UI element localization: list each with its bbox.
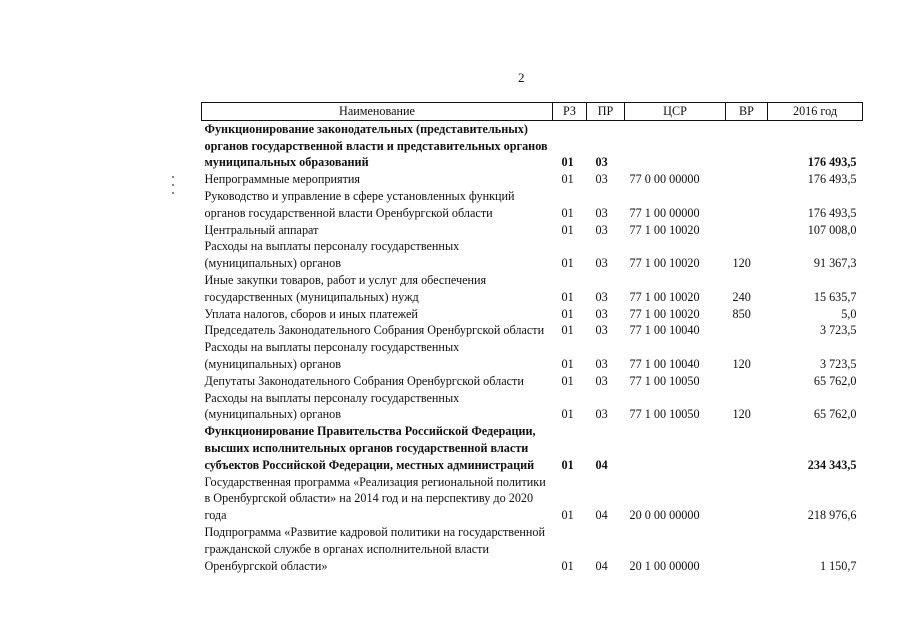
row-rz-cell: 01 (561, 306, 574, 321)
table-row (202, 339, 863, 373)
row-amount-cell: 3 723,5 (819, 323, 857, 338)
row-rz-cell: 01 (561, 205, 574, 220)
row-rz-cell: 01 (561, 172, 574, 187)
row-pr-cell: 03 (595, 205, 608, 220)
row-name-cell: Расходы на выплаты персоналу государственных (муниципальных) органов (204, 390, 460, 422)
table-header-row (202, 103, 863, 121)
row-name-cell: Функционирование Правительства Российской Федерации, высших исполнительных органов государственной власти субъектов Российской Федерации, местных администраций (204, 424, 536, 472)
row-vr-cell (726, 474, 768, 524)
row-pr-cell: 03 (595, 256, 608, 271)
row-pr-cell: 03 (595, 289, 608, 304)
row-amount-cell: 3 723,5 (819, 356, 857, 371)
row-vr-cell (726, 188, 768, 222)
row-amount-cell: 15 635,7 (813, 289, 857, 304)
row-rz-cell: 01 (561, 373, 574, 388)
row-vr-cell: 240 (732, 289, 751, 304)
table-row (202, 474, 863, 524)
row-csr-cell: 20 1 00 00000 (629, 558, 700, 573)
row-amount-cell: 65 762,0 (813, 373, 857, 388)
row-rz-cell: 01 (561, 558, 574, 573)
row-amount-cell: 91 367,3 (813, 256, 857, 271)
row-pr-cell: 03 (595, 407, 608, 422)
row-rz-cell: 01 (561, 155, 574, 170)
scan-mark (172, 192, 174, 194)
row-vr-cell (726, 120, 768, 171)
row-pr-cell: 03 (595, 306, 608, 321)
row-csr-cell (625, 423, 726, 473)
row-csr-cell (625, 120, 726, 171)
header-vr: ВР (726, 103, 768, 121)
row-pr-cell: 03 (595, 172, 608, 187)
header-year: 2016 год (768, 103, 863, 121)
table-row (202, 390, 863, 424)
row-name-cell: Председатель Законодательного Собрания Оренбургской области (204, 323, 545, 338)
table-row (202, 524, 863, 574)
row-csr-cell: 77 0 00 00000 (629, 172, 700, 187)
row-name-cell: Уплата налогов, сборов и иных платежей (204, 306, 418, 321)
header-csr: ЦСР (625, 103, 726, 121)
row-vr-cell: 120 (732, 256, 751, 271)
table-row (202, 322, 863, 339)
row-csr-cell: 77 1 00 10050 (629, 373, 700, 388)
row-name-cell: Непрограммные мероприятия (204, 172, 361, 187)
table-body (202, 120, 863, 574)
header-name: Наименование (202, 103, 553, 121)
row-name-cell: Подпрограмма «Развитие кадровой политики на государственной гражданской службе в органах исполнительной власти Оренбургской области» (204, 524, 546, 573)
table-row (202, 188, 863, 222)
row-rz-cell: 01 (561, 508, 574, 523)
row-amount-cell: 107 008,0 (807, 222, 857, 237)
row-rz-cell: 01 (561, 356, 574, 371)
row-vr-cell (726, 524, 768, 574)
row-pr-cell: 03 (595, 356, 608, 371)
page-number: 2 (518, 70, 525, 85)
header-pr: ПР (587, 103, 625, 121)
row-amount-cell: 176 493,5 (807, 172, 857, 187)
table-row (202, 423, 863, 473)
row-pr-cell: 04 (595, 558, 608, 573)
row-csr-cell: 77 1 00 10020 (629, 306, 700, 321)
row-rz-cell: 01 (561, 222, 574, 237)
row-rz-cell: 01 (561, 323, 574, 338)
row-vr-cell: 120 (732, 407, 751, 422)
row-rz-cell: 01 (561, 407, 574, 422)
row-amount-cell: 1 150,7 (819, 558, 857, 573)
row-amount-cell: 176 493,5 (807, 205, 857, 220)
table-row (202, 306, 863, 323)
row-vr-cell: 120 (732, 356, 751, 371)
row-csr-cell: 77 1 00 10020 (629, 256, 700, 271)
row-vr-cell (726, 423, 768, 473)
row-amount-cell: 234 343,5 (807, 457, 857, 472)
row-name-cell: Государственная программа «Реализация региональной политики в Оренбургской области» на 2014 год и на перспективу до 2020 года (204, 474, 546, 523)
row-csr-cell: 77 1 00 10020 (629, 289, 700, 304)
row-name-cell: Иные закупки товаров, работ и услуг для обеспечения государственных (муниципальных) нужд (204, 272, 487, 304)
row-csr-cell: 77 1 00 10050 (629, 407, 700, 422)
row-pr-cell: 03 (595, 373, 608, 388)
row-vr-cell (726, 171, 768, 188)
row-vr-cell (726, 222, 768, 239)
row-amount-cell: 176 493,5 (807, 155, 857, 170)
row-pr-cell: 03 (595, 155, 608, 170)
table-row (202, 238, 863, 272)
row-name-cell: Функционирование законодательных (представительных) органов государственной власти и представительных органов муниципальных образований (204, 121, 548, 170)
header-rz: РЗ (553, 103, 587, 121)
table-row (202, 171, 863, 188)
row-vr-cell (726, 322, 768, 339)
row-name-cell: Депутаты Законодательного Собрания Оренбургской области (204, 373, 524, 388)
scan-mark (172, 184, 174, 186)
row-name-cell: Центральный аппарат (204, 222, 319, 237)
row-csr-cell: 77 1 00 00000 (629, 205, 700, 220)
row-csr-cell: 77 1 00 10040 (629, 323, 700, 338)
row-amount-cell: 65 762,0 (813, 407, 857, 422)
row-csr-cell: 77 1 00 10020 (629, 222, 700, 237)
table-row (202, 120, 863, 171)
row-rz-cell: 01 (561, 289, 574, 304)
row-name-cell: Расходы на выплаты персоналу государственных (муниципальных) органов (204, 239, 460, 271)
row-name-cell: Руководство и управление в сфере установленных функций органов государственной власти Оренбургской области (204, 188, 515, 220)
row-rz-cell: 01 (561, 256, 574, 271)
scan-mark (172, 176, 174, 178)
row-pr-cell: 04 (595, 508, 608, 523)
budget-table (201, 102, 863, 574)
row-csr-cell: 77 1 00 10040 (629, 356, 700, 371)
table-row (202, 222, 863, 239)
row-pr-cell: 04 (595, 457, 608, 472)
table-row (202, 272, 863, 306)
row-vr-cell: 850 (732, 306, 751, 321)
row-csr-cell: 20 0 00 00000 (629, 508, 700, 523)
row-vr-cell (726, 373, 768, 390)
table-row (202, 373, 863, 390)
row-rz-cell: 01 (561, 457, 574, 472)
row-name-cell: Расходы на выплаты персоналу государственных (муниципальных) органов (204, 340, 460, 371)
row-amount-cell: 218 976,6 (807, 508, 857, 523)
row-amount-cell: 5,0 (841, 306, 857, 321)
row-pr-cell: 03 (595, 323, 608, 338)
row-pr-cell: 03 (595, 222, 608, 237)
